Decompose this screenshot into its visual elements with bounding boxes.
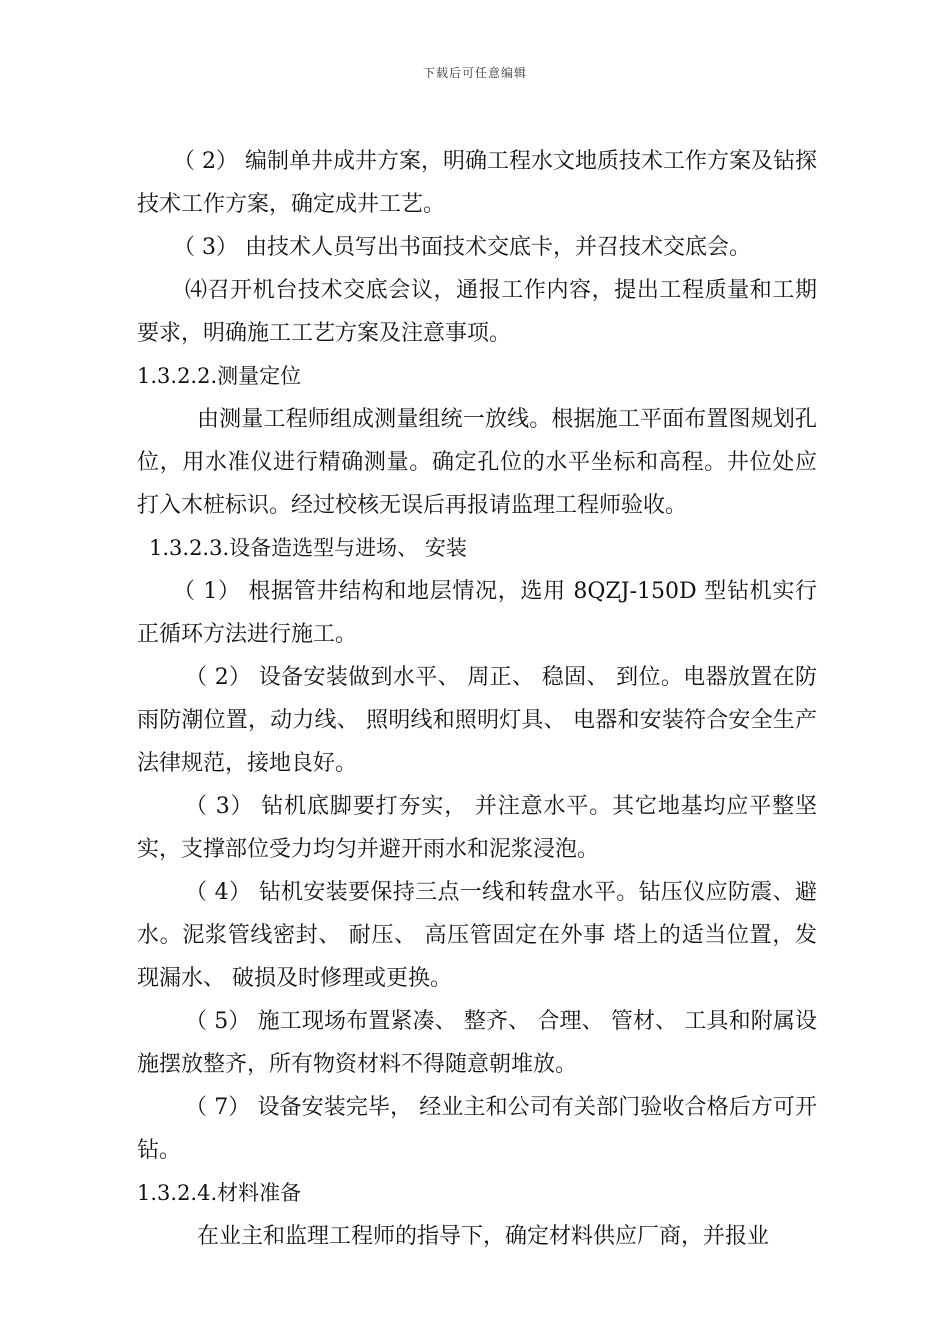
paragraph-foundation: （ 3） 钻机底脚要打夯实， 并注意水平。其它地基均应平整坚实，支撑部位受力均匀并避开雨水和泥浆浸泡。 [137, 794, 817, 862]
section-heading-materials: 1.3.2.4.材料准备 [137, 1181, 302, 1205]
paragraph-installation: （ 2） 设备安装做到水平、 周正、 稳固、 到位。电器放置在防雨防潮位置，动力线、 照明线和照明灯具、 电器和安装符合安全生产法律规范，接地良好。 [137, 665, 817, 776]
paragraph-materials: 在业主和监理工程师的指导下，确定材料供应厂商，并报业 [197, 1224, 770, 1249]
paragraph-rig-selection: （ 1） 根据管井结构和地层情况，选用 8QZJ-150D 型钻机实行正循环方法进行施工。 [137, 579, 817, 647]
paragraph-survey: 由测量工程师组成测量组统一放线。根据施工平面布置图规划孔位，用水准仪进行精确测量。确定孔位的水平坐标和高程。井位处应打入木桩标识。经过校核无误后再报请监理工程师验收。 [137, 407, 817, 518]
paragraph-acceptance: （ 7） 设备安装完毕， 经业主和公司有关部门验收合格后方可开钻。 [137, 1095, 817, 1163]
page-header: 下载后可任意编辑 [422, 66, 527, 80]
paragraph-alignment: （ 4） 钻机安装要保持三点一线和转盘水平。钻压仪应防震、避水。泥浆管线密封、 耐压、 高压管固定在外事 塔上的适当位置，发现漏水、 破损及时修理或更换。 [137, 880, 817, 991]
section-heading-equipment: 1.3.2.3.设备造选型与进场、 安装 [149, 536, 467, 560]
document-body [137, 140, 817, 1258]
paragraph-site-layout: （ 5） 施工现场布置紧凑、 整齐、 合理、 管材、 工具和附属设施摆放整齐，所有物资材料不得随意朝堆放。 [137, 1009, 817, 1077]
paragraph-briefing-card: （ 3） 由技术人员写出书面技术交底卡，并召技术交底会。 [173, 235, 751, 260]
paragraph-rig-meeting: ⑷召开机台技术交底会议，通报工作内容，提出工程质量和工期要求，明确施工工艺方案及注意事项。 [137, 278, 817, 346]
paragraph-plan: （ 2） 编制单井成井方案，明确工程水文地质技术工作方案及钻探技术工作方案，确定成井工艺。 [137, 149, 817, 217]
section-heading-survey: 1.3.2.2.测量定位 [137, 364, 302, 388]
